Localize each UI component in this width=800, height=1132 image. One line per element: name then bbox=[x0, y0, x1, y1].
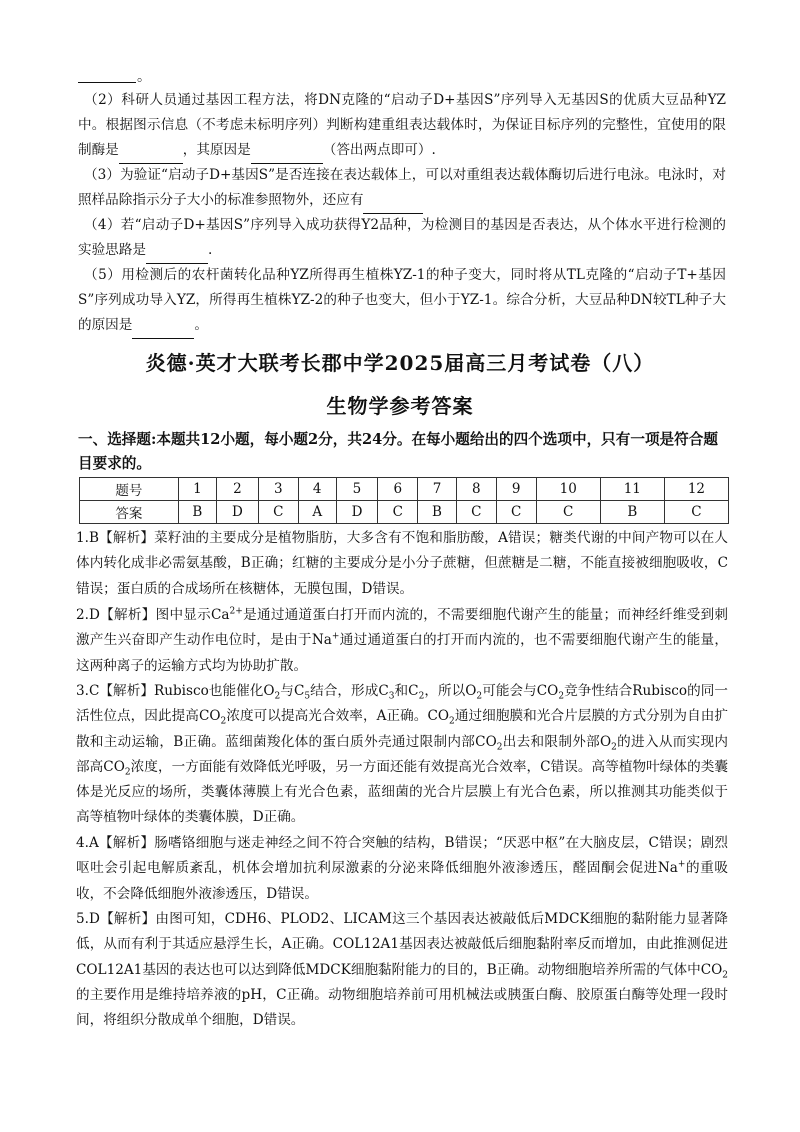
table-cell: C bbox=[496, 501, 536, 524]
e5-text-b: 的主要作用是维持培养液的pH，C正确。动物细胞培养前可用机械法或胰蛋白酶、胶原蛋白酶等处理一段时间，将组织分散成单个细胞，D错误。 bbox=[76, 986, 728, 1029]
table-row-numbers bbox=[80, 478, 729, 501]
q5-text-1: （5）用检测后的农杆菌转化品种YZ所得再生植株YZ-1的种子变大，同时将从TL克隆的“启动子T+基因S”序列成功导入YZ，所得再生植株YZ-2的种子也变大，但小于YZ-1。综合分析，大豆品种DN较TL种子大的原因是 bbox=[78, 267, 726, 333]
table-header-cell: 答案 bbox=[80, 501, 179, 524]
e3-sub: 2 bbox=[418, 691, 425, 702]
q2-text-3: （答出两点即可）. bbox=[322, 142, 436, 158]
explanation-3 bbox=[76, 679, 728, 831]
explanation-5 bbox=[76, 907, 728, 1033]
table-cell: B bbox=[418, 501, 456, 524]
table-cell: 10 bbox=[536, 478, 600, 501]
table-cell: C bbox=[258, 501, 298, 524]
table-cell: 12 bbox=[664, 478, 728, 501]
table-cell: B bbox=[600, 501, 664, 524]
q5-text-2: 。 bbox=[194, 317, 208, 333]
e3-sub: 2 bbox=[449, 717, 455, 728]
e2-text-a: 2.D【解析】图中显示Ca bbox=[76, 607, 230, 623]
table-cell: D bbox=[217, 501, 259, 524]
e3-seg: ，所以O bbox=[424, 683, 477, 699]
answer-key-subtitle: 生物学参考答案 bbox=[326, 394, 474, 418]
e3-sub: 3 bbox=[388, 691, 395, 702]
table-header-cell: 题号 bbox=[80, 478, 179, 501]
e3-sub: 2 bbox=[496, 742, 503, 753]
table-cell: C bbox=[456, 501, 496, 524]
table-cell: 8 bbox=[456, 478, 496, 501]
e4-sup: + bbox=[677, 859, 686, 870]
table-cell: 11 bbox=[600, 478, 664, 501]
q2-blank-1 bbox=[119, 138, 183, 164]
e2-text-b: 是通过通道蛋白打开而内流的，不需要细胞代谢产生的能量；而神经纤维受到刺激产生兴奋即产生动作电位时，是由于Na bbox=[76, 607, 729, 649]
q4-text-2: . bbox=[207, 242, 213, 258]
e2-sup-1: 2+ bbox=[229, 606, 243, 617]
table-cell: 7 bbox=[418, 478, 456, 501]
e2-text-c: 通过通道蛋白的打开而内流的，也不需要细胞代谢产生的能量，这两种离子的运输方式均为协助扩散。 bbox=[76, 632, 728, 674]
table-cell: C bbox=[664, 501, 728, 524]
e3-seg: 出去和限制外部O bbox=[502, 733, 612, 750]
e3-seg: 和C bbox=[394, 683, 419, 699]
table-cell: C bbox=[536, 501, 600, 524]
e2-sup-2: + bbox=[331, 631, 340, 642]
explanation-1: 1.B【解析】菜籽油的主要成分是植物脂肪，大多含有不饱和脂肪酸，A错误；糖类代谢的中间产物可以在人体内转化成非必需氨基酸，B正确；红糖的主要成分是小分子蔗糖，但蔗糖是二糖，不能直接被细胞吸收，C错误；蛋白质的合成场所在核糖体，无膜包围，D错误。 bbox=[76, 530, 728, 597]
answer-table bbox=[79, 477, 729, 524]
table-cell: 4 bbox=[298, 478, 336, 501]
table-cell: C bbox=[378, 501, 418, 524]
table-cell: 1 bbox=[178, 478, 216, 501]
q3-blank-1 bbox=[363, 188, 423, 214]
e3-seg: 3.C【解析】Rubisco也能催化O bbox=[76, 683, 275, 699]
e4-text-b: 的重吸收，不会降低细胞外液渗透压，D错误。 bbox=[76, 860, 728, 902]
q2-blank-2 bbox=[251, 138, 323, 164]
e3-sub: 2 bbox=[274, 691, 281, 702]
question-5 bbox=[78, 263, 726, 339]
q2-text-1: （2）科研人员通过基因工程方法，将DN克隆的“启动子D+基因S”序列导入无基因S的优质大豆品种YZ中。根据图示信息（不考虑未标明序列）判断构建重组表达载体时，为保证目标序列的完整性，宜使用的限制酶是 bbox=[78, 92, 726, 158]
e5-sub: 2 bbox=[722, 970, 728, 981]
e3-seg: 可能会与CO bbox=[482, 683, 559, 699]
e3-seg: 通过细胞膜和光合片层膜的方式分别为自由扩散和主动运输，B正确。蓝细菌羧化体的蛋白质外壳通过限制内部CO bbox=[76, 708, 729, 750]
answer-blank bbox=[78, 68, 136, 83]
answer-key-title: 炎德·英才大联考长郡中学2025届高三月考试卷（八） bbox=[145, 351, 655, 375]
table-cell: B bbox=[178, 501, 216, 524]
question-4 bbox=[78, 213, 726, 264]
e3-seg: 与C bbox=[280, 683, 305, 699]
e3-seg: 结合，形成C bbox=[310, 683, 389, 699]
q3-text-1: （3）为验证“启动子D+基因S”是否连接在表达载体上，可以对重组表达载体酶切后进行电泳。电泳时，对照样品除指示分子大小的标准参照物外，还应有 bbox=[78, 167, 726, 208]
e3-seg: 浓度可以提高光合效率，A正确。CO bbox=[226, 708, 450, 725]
table-cell: 6 bbox=[378, 478, 418, 501]
table-cell: 9 bbox=[496, 478, 536, 501]
section-heading: 一、选择题:本题共12小题，每小题2分，共24分。在每小题给出的四个选项中，只有一项是符合题目要求的。 bbox=[78, 431, 718, 472]
e3-sub: 2 bbox=[220, 717, 227, 728]
e5-text-a: 5.D【解析】由图可知，CDH6、PLOD2、LICAM这三个基因表达被敲低后MDCK细胞的黏附能力显著降低，从而有利于其适应悬浮生长，A正确。COL12A1基因表达被敲低后细胞黏附率反而增加，由此推测促进COL12A1基因的表达也可以达到降低MDCK细胞黏附能力的目的，B正确。动物细胞培养所需的气体中CO bbox=[76, 911, 728, 978]
e3-seg: 浓度，一方面能有效降低光呼吸，另一方面还能有效提高光合效率，C错误。高等植物叶绿体的类囊体是光反应的场所，类囊体薄膜上有光合色素，蓝细菌的光合片层膜上有光合色素，所以推测其功能类似于高等植物叶绿体的类囊体膜，D正确。 bbox=[76, 758, 729, 826]
q5-blank-1 bbox=[132, 313, 194, 339]
table-cell: 2 bbox=[217, 478, 259, 501]
q2-text-2: ，其原因是 bbox=[182, 142, 251, 158]
question-3 bbox=[78, 163, 726, 214]
table-cell: 3 bbox=[258, 478, 298, 501]
table-cell: 5 bbox=[336, 478, 378, 501]
e3-seg: 的进入从而实现内部高CO bbox=[76, 733, 728, 775]
e3-sub: 5 bbox=[304, 691, 311, 702]
explanation-4 bbox=[76, 831, 728, 907]
e3-sub: 2 bbox=[558, 691, 565, 702]
e3-sub: 2 bbox=[124, 767, 131, 778]
table-row-answers bbox=[80, 501, 729, 524]
e3-seg: 竞争性结合Rubisco的同一活性位点，因此提高CO bbox=[76, 683, 729, 725]
top-fragment-period: 。 bbox=[137, 69, 151, 85]
table-cell: D bbox=[336, 501, 378, 524]
question-2 bbox=[78, 88, 726, 164]
e3-sub: 2 bbox=[611, 742, 617, 753]
q4-blank-1 bbox=[146, 238, 208, 264]
explanation-2 bbox=[76, 603, 728, 679]
table-cell: A bbox=[298, 501, 336, 524]
e4-text-a: 4.A【解析】肠嗜铬细胞与迷走神经之间不符合突触的结构，B错误；“厌恶中枢”在大脑皮层，C错误；剧烈呕吐会引起电解质紊乱，机体会增加抗利尿激素的分泌来降低细胞外液渗透压，醛固酮会促进Na bbox=[76, 835, 728, 877]
e3-sub: 2 bbox=[476, 691, 483, 702]
q4-text-1: （4）若“启动子D+基因S”序列导入成功获得Y2品种，为检测目的基因是否表达，从个体水平进行检测的实验思路是 bbox=[78, 217, 726, 258]
